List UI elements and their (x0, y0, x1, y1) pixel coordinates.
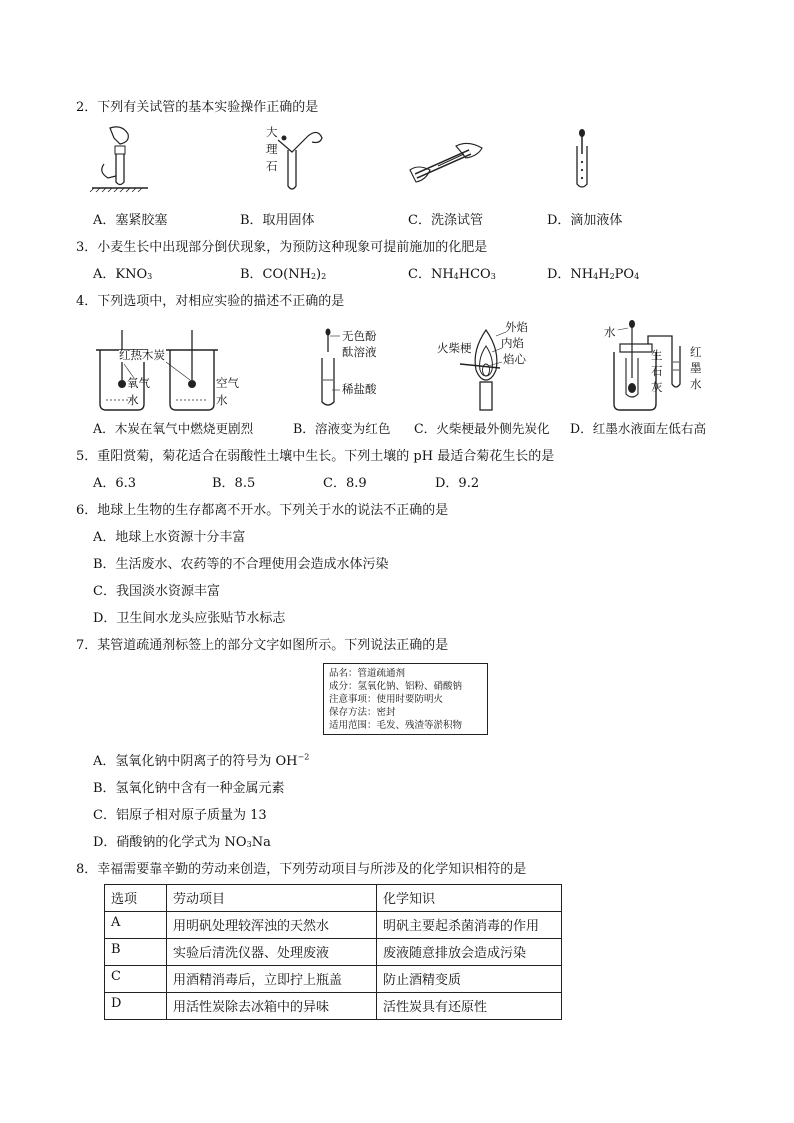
q3-option-c: C．$NH_4HCO_3$ (408, 267, 496, 282)
label-line: 注意事项：使用时要防明火 (329, 694, 444, 705)
q5-option-b: B．8.5 (212, 476, 256, 491)
table-header-cell: 劳动项目 (167, 885, 377, 912)
table-header-row (105, 885, 562, 912)
q4-a-air-label: 空气 (216, 376, 239, 390)
table-cell: B (105, 939, 167, 966)
table-row (105, 939, 562, 966)
q5-option-d: D．9.2 (435, 476, 480, 491)
q4-option-a: A．木炭在氧气中燃烧更剧烈 (93, 421, 254, 436)
q4-d-lime-label: 灰 (651, 380, 663, 394)
q4-b-acid-label: 稀盐酸 (342, 382, 377, 396)
q7-option-b: B．氢氧化钠中含有一种金属元素 (93, 781, 285, 796)
q4-a-oxygen-label: 氧气 (127, 376, 150, 390)
table-cell: C (105, 966, 167, 993)
label-line: 保存方法：密封 (329, 707, 396, 718)
q4-d-lime-label: 石 (651, 364, 663, 378)
q3-option-b: B．$CO(NH_2)_2$ (240, 267, 327, 282)
q2-figure-b-label: 大 (266, 125, 278, 139)
table-cell: 用酒精消毒后，立即拧上瓶盖 (167, 966, 377, 993)
q8-stem: 8．幸福需要靠辛勤的劳动来创造，下列劳动项目与所涉及的化学知识相符的是 (76, 862, 527, 877)
q2-option-d: D．滴加液体 (547, 213, 623, 228)
q6-option-c: C．我国淡水资源丰富 (93, 584, 220, 599)
q8-table (104, 884, 562, 1020)
table-header-cell: 化学知识 (377, 885, 562, 912)
q4-c-matchstick-label: 火柴梗 (437, 341, 472, 355)
table-header-cell: 选项 (105, 885, 167, 912)
table-cell: 防止酒精变质 (377, 966, 562, 993)
q2-option-c: C．洗涤试管 (408, 213, 483, 228)
table-cell: 实验后清洗仪器、处理废液 (167, 939, 377, 966)
label-line: 适用范围：毛发、残渣等淤积物 (329, 720, 463, 731)
q2-figure-d (572, 128, 592, 192)
q2-figure-c (408, 140, 486, 188)
q4-option-c: C．火柴梗最外侧先炭化 (414, 421, 550, 436)
q3-option-a: A．$KNO_3$ (93, 267, 153, 282)
q2-stem: 2．下列有关试管的基本实验操作正确的是 (76, 100, 319, 115)
q5-option-a: A．6.3 (93, 476, 137, 491)
q4-c-inner-flame-label: 内焰 (501, 336, 524, 350)
q4-d-water-label: 水 (604, 325, 616, 339)
q4-d-ink-label: 红 (690, 345, 702, 359)
table-cell: 废液随意排放会造成污染 (377, 939, 562, 966)
q2-option-b: B．取用固体 (240, 213, 315, 228)
q6-stem: 6．地球上生物的生存都离不开水。下列关于水的说法不正确的是 (76, 503, 449, 518)
q4-b-phenol-label: 酞溶液 (342, 345, 377, 359)
q4-c-outer-flame-label: 外焰 (505, 320, 528, 334)
table-row (105, 912, 562, 939)
table-cell: 明矾主要起杀菌消毒的作用 (377, 912, 562, 939)
label-line: 品名：管道疏通剂 (329, 668, 406, 679)
q6-option-a: A．地球上水资源十分丰富 (93, 530, 246, 545)
q3-option-d: D．$NH_4H_2PO_4$ (547, 267, 640, 282)
table-cell: 活性炭具有还原性 (377, 993, 562, 1020)
q2-figure-b-label: 理 (266, 142, 278, 156)
q7-option-d: D．硝酸钠的化学式为 $NO_3Na$ (93, 835, 271, 850)
table-cell: 用活性炭除去冰箱中的异味 (167, 993, 377, 1020)
q4-option-d: D．红墨水液面左低右高 (570, 421, 707, 436)
q4-figure-a (94, 330, 224, 412)
table-row (105, 993, 562, 1020)
q7-option-a: A．氢氧化钠中阴离子的符号为 $OH^{-2}$ (93, 752, 310, 769)
q3-stem: 3．小麦生长中出现部分倒伏现象，为预防这种现象可提前施加的化肥是 (76, 240, 488, 255)
q5-stem: 5．重阳赏菊，菊花适合在弱酸性土壤中生长。下列土壤的 pH 最适合菊花生长的是 (76, 449, 555, 464)
q2-option-a: A．塞紧胶塞 (93, 213, 168, 228)
q7-stem: 7．某管道疏通剂标签上的部分文字如图所示。下列说法正确的是 (76, 638, 449, 653)
q4-d-lime-label: 生 (651, 348, 663, 362)
q4-a-water-label: 水 (216, 393, 228, 407)
product-label-box (323, 663, 488, 735)
table-cell: D (105, 993, 167, 1020)
q4-option-b: B．溶液变为红色 (293, 421, 391, 436)
q4-d-ink-label: 墨 (690, 361, 702, 375)
label-line: 成分：氢氧化钠、铝粉、硝酸钠 (329, 681, 463, 692)
q2-figure-a (90, 124, 150, 192)
table-cell: A (105, 912, 167, 939)
table-row (105, 966, 562, 993)
q6-option-b: B．生活废水、农药等的不合理使用会造成水体污染 (93, 557, 389, 572)
q6-option-d: D．卫生间水龙头应张贴节水标志 (93, 611, 286, 626)
q4-a-charcoal-label: 红热木炭 (119, 348, 165, 362)
table-cell: 用明矾处理较浑浊的天然水 (167, 912, 377, 939)
q5-option-c: C．8.9 (323, 476, 367, 491)
q2-figure-b-label: 石 (266, 159, 278, 173)
q4-stem: 4．下列选项中，对相应实验的描述不正确的是 (76, 294, 345, 309)
q7-option-c: C．铝原子相对原子质量为 13 (93, 808, 267, 823)
q2-figure-b (278, 124, 326, 194)
q4-c-flame-core-label: 焰心 (503, 352, 526, 366)
q4-a-water-label: 水 (127, 393, 139, 407)
q4-d-ink-label: 水 (690, 377, 702, 391)
q4-b-phenol-label: 无色酚 (342, 329, 377, 343)
